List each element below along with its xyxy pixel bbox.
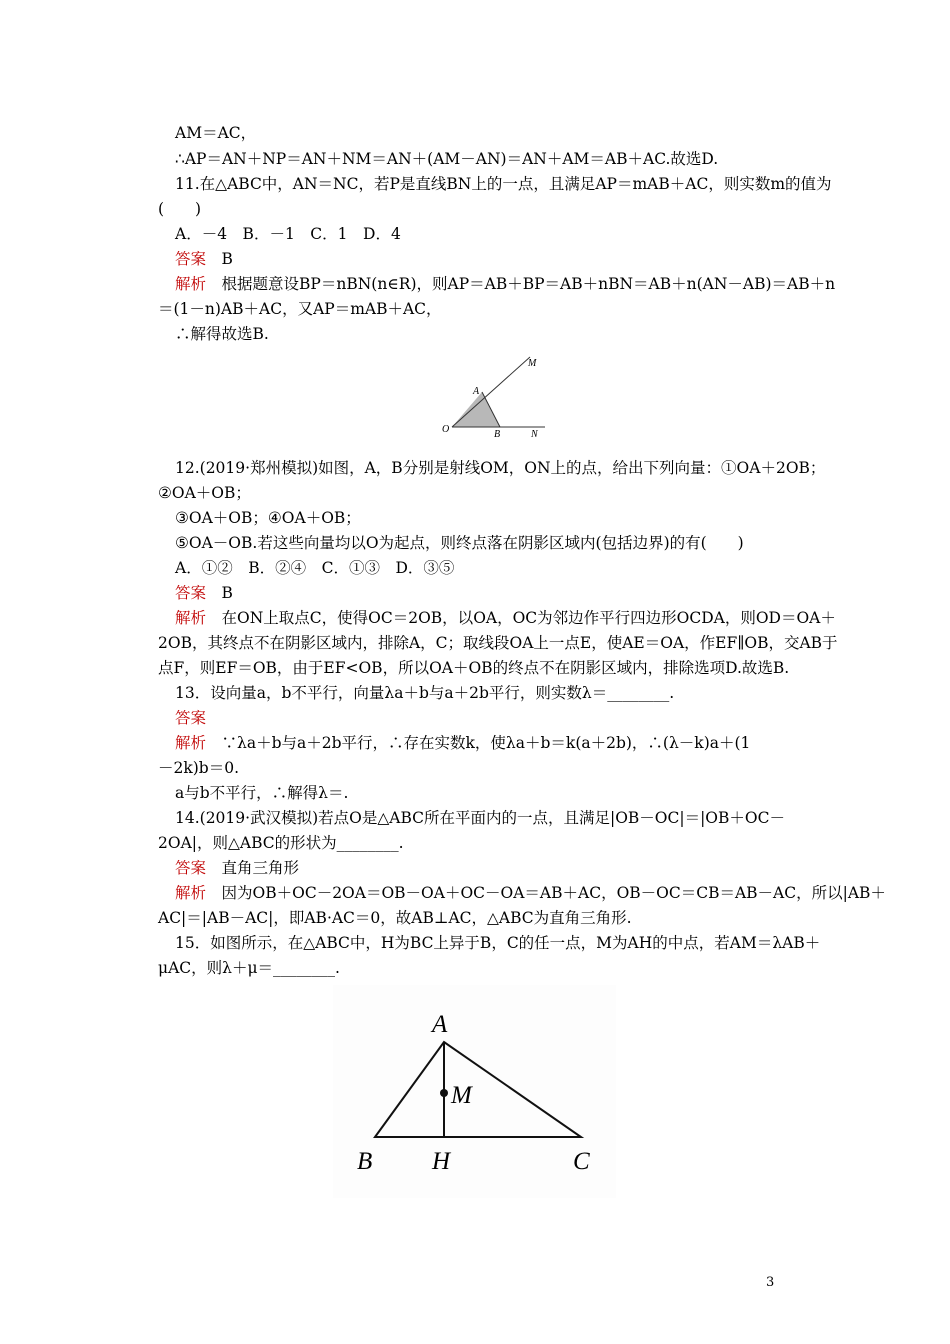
text-line: 2OA|，则△ABC的形状为________. xyxy=(158,834,404,852)
answer-label: 答案 xyxy=(175,709,207,727)
text-line: ⑤OA－OB.若这些向量均以O为起点，则终点落在阴影区域内(包括边界)的有( ) xyxy=(175,534,744,552)
point-m xyxy=(440,1089,448,1097)
label-o: O xyxy=(442,424,450,435)
analysis-line: 解析 在ON上取点C，使得OC＝2OB，以OA，OC为邻边作平行四边形OCDA，则OD＝OA＋ xyxy=(175,609,836,627)
analysis-label: 解析 xyxy=(175,275,207,293)
page-number: 3 xyxy=(766,1275,775,1290)
triangle-abc xyxy=(375,1042,581,1137)
choices-line: A．－4 B．－1 C．1 D．4 xyxy=(175,225,401,243)
answer-line: 答案 B xyxy=(175,250,233,268)
label-a: A xyxy=(473,386,480,397)
answer-line xyxy=(175,708,206,728)
triangle-figure xyxy=(333,985,616,1198)
label-b: B xyxy=(357,1148,373,1175)
answer-line: 答案 B xyxy=(175,584,233,602)
text-line: AM＝AC， xyxy=(175,124,257,142)
question-14: 14.(2019·武汉模拟)若点O是△ABC所在平面内的一点，且满足|OB－OC|＝|OB＋OC－ xyxy=(175,809,785,827)
analysis-label: 解析 xyxy=(175,734,207,752)
label-h: H xyxy=(432,1148,451,1175)
answer-label: 答案 xyxy=(175,584,207,602)
label-b: B xyxy=(494,429,501,440)
label-a: A xyxy=(432,1011,448,1038)
text-line: ③OA＋OB；④OA＋OB； xyxy=(175,509,361,527)
shaded-region xyxy=(452,392,500,427)
analysis-line: 解析 根据题意设BP＝nBN(n∈R)，则AP＝AB＋BP＝AB＋nBN＝AB＋n(AN－AB)＝AB＋n xyxy=(175,275,836,293)
text-line: ∴解得故选B. xyxy=(175,325,269,343)
analysis-label: 解析 xyxy=(175,609,207,627)
question-12: 12.(2019·郑州模拟)如图，A，B分别是射线OM，ON上的点，给出下列向量：①OA＋2OB； xyxy=(175,459,826,477)
label-c: C xyxy=(573,1148,590,1175)
answer-line: 答案 直角三角形 xyxy=(175,859,300,877)
answer-label: 答案 xyxy=(175,250,207,268)
analysis-line: 解析 因为OB＋OC－2OA＝OB－OA＋OC－OA＝AB＋AC，OB－OC＝CB＝AB－AC，所以|AB＋ xyxy=(175,884,886,902)
question-11: 11.在△ABC中，AN＝NC，若P是直线BN上的一点，且满足AP＝mAB＋AC，则实数m的值为 xyxy=(175,175,832,193)
label-m: M xyxy=(451,1082,472,1109)
text-line: a与b不平行，∴解得λ＝. xyxy=(175,784,349,802)
text-line: 2OB，其终点不在阴影区域内，排除A，C；取线段OA上一点E，使AE＝OA，作EF∥OB，交AB于 xyxy=(158,634,838,652)
text-line: AC|＝|AB－AC|，即AB·AC＝0，故AB⊥AC，△ABC为直角三角形. xyxy=(158,909,632,927)
text-line: μAC，则λ＋μ＝________. xyxy=(158,959,340,977)
text-line: －2k)b＝0. xyxy=(158,759,240,777)
question-13: 13．设向量a，b不平行，向量λa＋b与a＋2b平行，则实数λ＝________. xyxy=(175,684,675,702)
text-line: ∴AP＝AN＋NP＝AN＋NM＝AN＋(AM－AN)＝AN＋AM＝AB＋AC.故选D. xyxy=(175,150,719,168)
text-line: ( ) xyxy=(158,200,202,218)
question-15: 15．如图所示，在△ABC中，H为BC上异于B，C的任一点，M为AH的中点，若AM＝λAB＋ xyxy=(175,934,821,952)
answer-label: 答案 xyxy=(175,859,207,877)
analysis-label: 解析 xyxy=(175,884,207,902)
label-n: N xyxy=(531,429,538,440)
ray-figure xyxy=(435,352,550,442)
analysis-line: 解析 ∵λa＋b与a＋2b平行，∴存在实数k，使λa＋b＝k(a＋2b)，∴(λ－k)a＋(1 xyxy=(175,734,751,752)
text-line: 点F，则EF＝OB，由于EF<OB，所以OA＋OB的终点不在阴影区域内，排除选项D.故选B. xyxy=(158,659,790,677)
label-m: M xyxy=(528,358,537,369)
text-line: ②OA＋OB； xyxy=(158,484,251,502)
text-line: ＝(1－n)AB＋AC，又AP＝mAB＋AC， xyxy=(158,300,442,318)
choices-line: A．①② B．②④ C．①③ D．③⑤ xyxy=(175,559,455,577)
